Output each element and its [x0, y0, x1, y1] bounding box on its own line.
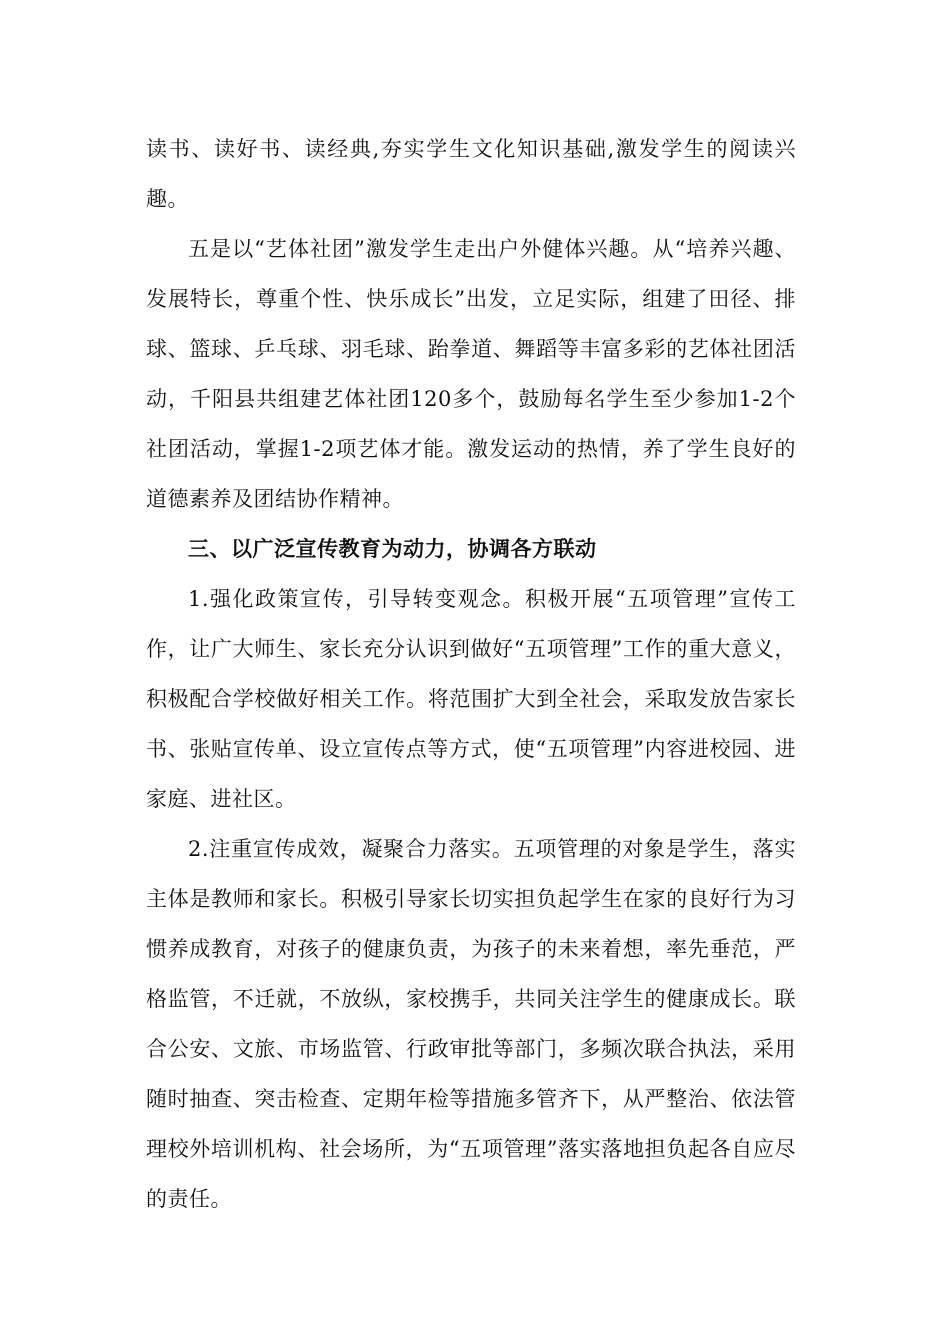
paragraph-publicity-effect: 2.注重宣传成效，凝聚合力落实。五项管理的对象是学生，落实主体是教师和家长。积极引导家长切实担负起学生在家的良好行为习惯养成教育，对孩子的健康负责，为孩子的未来着想，率先垂范，严格监管，不迁就，不放纵，家校携手，共同关注学生的健康成长。联合公安、文旅、市场监管、行政审批等部门，多频次联合执法，采用随时抽查、突击检查、定期年检等措施多管齐下，从严整治、依法管理校外培训机构、社会场所，为“五项管理”落实落地担负起各自应尽的责任。 — [146, 837, 796, 1211]
document-body — [146, 124, 796, 1224]
paragraph-policy-publicity: 1.强化政策宣传，引导转变观念。积极开展“五项管理”宣传工作，让广大师生、家长充分认识到做好“五项管理”工作的重大意义，积极配合学校做好相关工作。将范围扩大到全社会，采取发放告家长书、张贴宣传单、设立宣传点等方式，使“五项管理”内容进校园、进家庭、进社区。 — [146, 587, 796, 811]
paragraph-continuation: 读书、读好书、读经典,夯实学生文化知识基础,激发学生的阅读兴趣。 — [146, 137, 796, 211]
section-heading-three: 三、以广泛宣传教育为动力，协调各方联动 — [188, 536, 597, 561]
paragraph-art-sports-clubs: 五是以“艺体社团”激发学生走出户外健体兴趣。从“培养兴趣、发展特长，尊重个性、快乐成长”出发，立足实际，组建了田径、排球、篮球、乒乓球、羽毛球、跆拳道、舞蹈等丰富多彩的艺体社团活动，千阳县共组建艺体社团120多个，鼓励每名学生至少参加1-2个社团活动，掌握1-2项艺体才能。激发运动的热情，养了学生良好的道德素养及团结协作精神。 — [146, 237, 796, 511]
